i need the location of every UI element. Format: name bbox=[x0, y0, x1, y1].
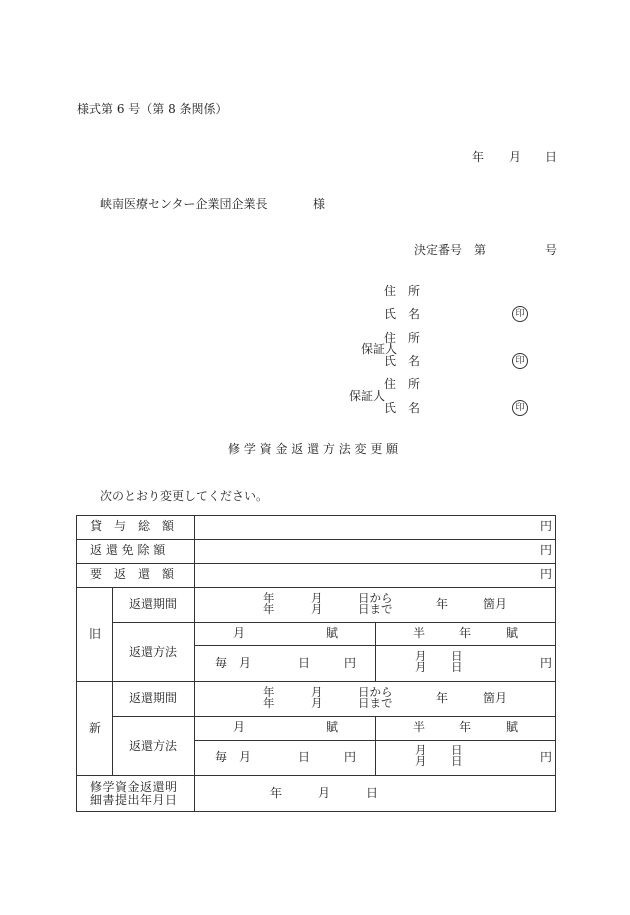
old-pair2-month: 月 bbox=[415, 660, 427, 674]
old-period-from-year: 年 bbox=[263, 591, 275, 605]
guarantor2-label: 保証人 bbox=[349, 389, 386, 403]
statement-date-year: 年 bbox=[270, 786, 283, 800]
old-period-to-day: 日まで bbox=[358, 602, 393, 616]
loan-total-label: 貸 与 総 額 bbox=[90, 519, 175, 533]
new-period-years: 年 bbox=[436, 691, 449, 705]
statement-date-day: 日 bbox=[366, 786, 379, 800]
new-period-months: 箇月 bbox=[483, 691, 508, 705]
new-every: 毎 bbox=[215, 750, 228, 764]
old-pair2-day: 日 bbox=[451, 660, 463, 674]
new-half-fu: 賦 bbox=[506, 720, 519, 734]
old-half-fu: 賦 bbox=[506, 626, 519, 640]
new-half: 半 bbox=[413, 720, 426, 734]
old-every-day: 日 bbox=[298, 656, 311, 670]
new-pair2-day: 日 bbox=[451, 754, 463, 768]
decision-dai: 第 bbox=[474, 243, 487, 257]
guarantor1-name-label: 氏 名 bbox=[384, 354, 421, 368]
loan-total-unit: 円 bbox=[540, 519, 553, 533]
old-every: 毎 bbox=[215, 656, 228, 670]
date-year: 年 bbox=[472, 150, 485, 164]
old-period-label: 返還期間 bbox=[129, 597, 178, 611]
new-half-year: 年 bbox=[459, 720, 472, 734]
new-period-to-day: 日まで bbox=[358, 696, 393, 710]
old-period-months: 箇月 bbox=[483, 597, 508, 611]
guarantor1-label: 保証人 bbox=[361, 342, 398, 356]
old-pair1-month: 月 bbox=[415, 649, 427, 663]
new-pair-yen: 円 bbox=[540, 750, 553, 764]
statement-date-month: 月 bbox=[318, 786, 331, 800]
new-period-from-year: 年 bbox=[263, 685, 275, 699]
new-pair1-day: 日 bbox=[451, 743, 463, 757]
old-period-from-day: 日から bbox=[358, 591, 393, 605]
decision-go: 号 bbox=[545, 243, 558, 257]
old-method-label: 返還方法 bbox=[129, 645, 178, 659]
applicant-address-label: 住 所 bbox=[384, 284, 421, 298]
statement-date-label-line2: 細書提出年月日 bbox=[90, 793, 178, 807]
document-title: 修 学 資 金 返 還 方 法 変 更 願 bbox=[228, 442, 399, 456]
old-period-from-month: 月 bbox=[311, 591, 323, 605]
form-number: 様式第 6 号（第 8 条関係） bbox=[77, 102, 228, 116]
required-unit: 円 bbox=[540, 567, 553, 581]
exemption-unit: 円 bbox=[540, 543, 553, 557]
date-day: 日 bbox=[545, 150, 558, 164]
new-pair2-month: 月 bbox=[415, 754, 427, 768]
new-method-label: 返還方法 bbox=[129, 739, 178, 753]
old-half: 半 bbox=[413, 626, 426, 640]
guarantor2-name-label: 氏 名 bbox=[384, 401, 421, 415]
seal-icon: 印 bbox=[512, 400, 528, 416]
old-period-to-month: 月 bbox=[311, 602, 323, 616]
old-section-label: 旧 bbox=[89, 627, 102, 641]
old-period-years: 年 bbox=[436, 597, 449, 611]
statement-date-label-line1: 修学資金返還明 bbox=[90, 780, 178, 794]
old-pair1-day: 日 bbox=[451, 649, 463, 663]
seal-icon: 印 bbox=[512, 306, 528, 322]
applicant-name-label: 氏 名 bbox=[384, 307, 421, 321]
new-every-yen: 円 bbox=[344, 750, 357, 764]
guarantor1-address-label: 住 所 bbox=[384, 331, 421, 345]
guarantor2-address-label: 住 所 bbox=[384, 377, 421, 391]
old-pair-yen: 円 bbox=[540, 656, 553, 670]
new-section-label: 新 bbox=[89, 721, 102, 735]
old-half-year: 年 bbox=[459, 626, 472, 640]
honorific: 様 bbox=[313, 197, 326, 211]
new-pair1-month: 月 bbox=[415, 743, 427, 757]
new-period-from-month: 月 bbox=[311, 685, 323, 699]
new-period-from-day: 日から bbox=[358, 685, 393, 699]
decision-label: 決定番号 bbox=[414, 243, 463, 257]
intro-text: 次のとおり変更してください。 bbox=[100, 489, 269, 503]
new-every-month: 月 bbox=[239, 750, 252, 764]
new-monthly: 月 bbox=[233, 720, 246, 734]
addressee: 峡南医療センター企業団企業長 bbox=[100, 197, 268, 211]
old-monthly: 月 bbox=[233, 626, 246, 640]
new-period-label: 返還期間 bbox=[129, 691, 178, 705]
exemption-label: 返 還 免 除 額 bbox=[90, 543, 166, 557]
old-every-month: 月 bbox=[239, 656, 252, 670]
date-month: 月 bbox=[509, 150, 522, 164]
new-monthly-fu: 賦 bbox=[326, 720, 339, 734]
new-every-day: 日 bbox=[298, 750, 311, 764]
new-period-to-year: 年 bbox=[263, 696, 275, 710]
required-label: 要 返 還 額 bbox=[90, 567, 175, 581]
old-monthly-fu: 賦 bbox=[326, 626, 339, 640]
new-period-to-month: 月 bbox=[311, 696, 323, 710]
old-every-yen: 円 bbox=[344, 656, 357, 670]
seal-icon: 印 bbox=[512, 353, 528, 369]
old-period-to-year: 年 bbox=[263, 602, 275, 616]
